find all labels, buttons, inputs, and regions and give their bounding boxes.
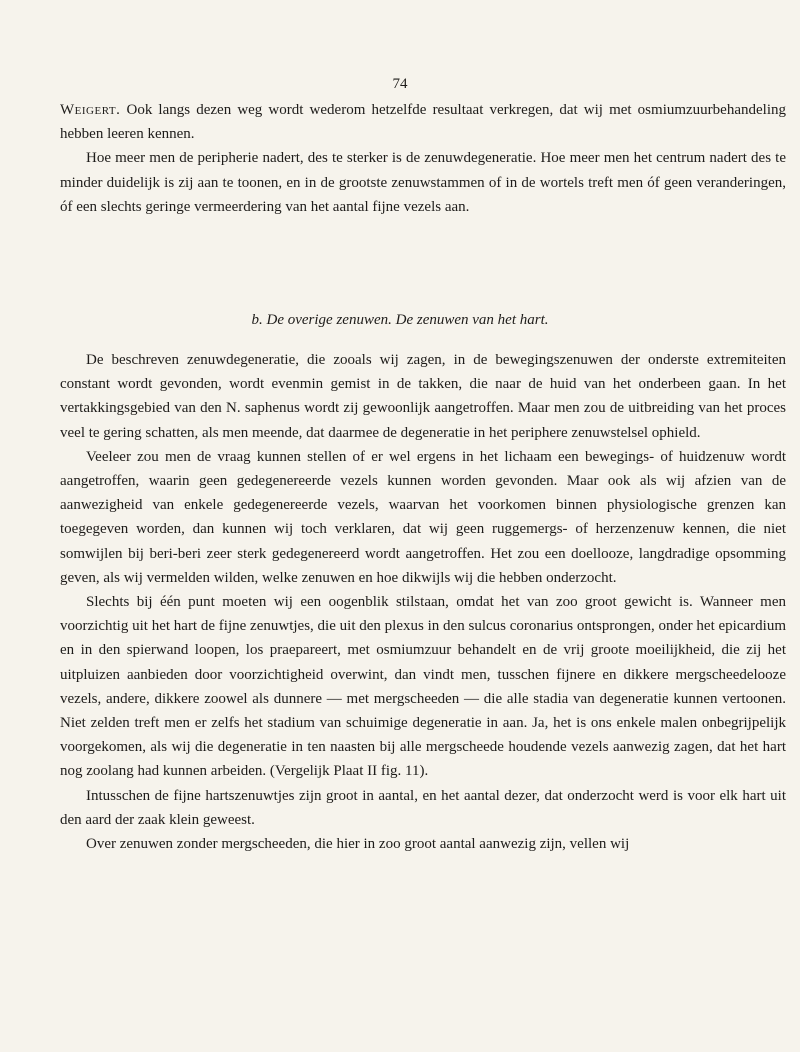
section-heading: b. De overige zenuwen. De zenuwen van het hart. (251, 312, 549, 328)
intro-paragraph-text: Ook langs dezen weg wordt wederom hetzelfde resultaat verkregen, dat wij met osmiumzuurbehandeling hebben leeren kennen. (60, 102, 786, 143)
page-number: 74 (392, 76, 408, 92)
paragraph-1: De beschreven zenuwdegeneratie, die zooals wij zagen, in de bewegingszenuwen der onderste extremiteiten constant wordt gevonden, wordt evenmin gemist in de takken, die naar de huid van het onderbeen gaan. In het vertakkingsgebied van den N. saphenus wordt zij gewoonlijk aangetroffen. Maar men zou de uitbreiding van het proces veel te gering schatten, als men meende, dat daarmee de degeneratie in het periphere zenuwstelsel ophield. (60, 352, 786, 441)
paragraph-5: Over zenuwen zonder mergscheeden, die hier in zoo groot aantal aanwezig zijn, vellen wij (86, 836, 630, 853)
paragraph-4: Intusschen de fijne hartszenuwtjes zijn groot in aantal, en het aantal dezer, dat onderzocht werd is voor elk hart uit den aard der zaak klein geweest. (60, 787, 786, 828)
paragraph-2: Veeleer zou men de vraag kunnen stellen of er wel ergens in het lichaam een bewegings- of huidzenuw wordt aangetroffen, waarin geen gedegenereerde vezels kunnen worden gevonden. Maar ook als wij afzien van de aanwezigheid van enkele gedegenereerde vezels, waarvan het voorkomen binnen physiologische grenzen kan toegegeven worden, dan kunnen wij toch verklaren, dat wij geen ruggemergs- of herzenzenuw kennen, die niet somwijlen bij beri-beri zeer sterk gedegenereerd wordt aangetroffen. Het zou een doellooze, langdradige opsomming geven, als wij vermelden wilden, welke zenuwen en hoe dikwijls wij die hebben onderzocht. (60, 448, 786, 586)
intro-text (60, 98, 786, 219)
intro-paragraph (60, 98, 786, 146)
paragraph-3: Slechts bij één punt moeten wij een oogenblik stilstaan, omdat het van zoo groot gewicht is. Wanneer men voorzichtig uit het hart de fijne zenuwtjes, die uit den plexus in den sulcus coronarius ontsprongen, onder het epicardium en in den spierwand loopen, los praepareert, met osmiumzuur behandelt en de vrij groote moeilijkheid, die zij het uitpluizen aanbieden door voorzichtigheid overwint, dan vindt men, tusschen fijnere en dikkere mergscheedelooze vezels, andere, dikkere zoowel als dunnere — met mergscheeden — die alle stadia van degeneratie kunnen vertoonen. Niet zelden treft men er zelfs het stadium van schuimige degeneratie in aan. Ja, het is ons enkele malen onbegrijpelijk voorgekomen, als wij die degeneratie in ten naasten bij alle mergscheede houdende vezels aanwezig zagen, dat het hart nog zoolang had kunnen arbeiden. (Vergelijk Plaat II fig. 11). (60, 594, 786, 780)
body-text (60, 348, 786, 856)
author-name: Weigert. (60, 102, 121, 118)
paragraph-periphery: Hoe meer men de peripherie nadert, des te sterker is de zenuwdegeneratie. Hoe meer men het centrum nadert des te minder duidelijk is zij aan te toonen, en in de grootste zenuwstammen of in de wortels treft men óf geen veranderingen, óf een slechts geringe vermeerdering van het aantal fijne vezels aan. (60, 150, 786, 215)
